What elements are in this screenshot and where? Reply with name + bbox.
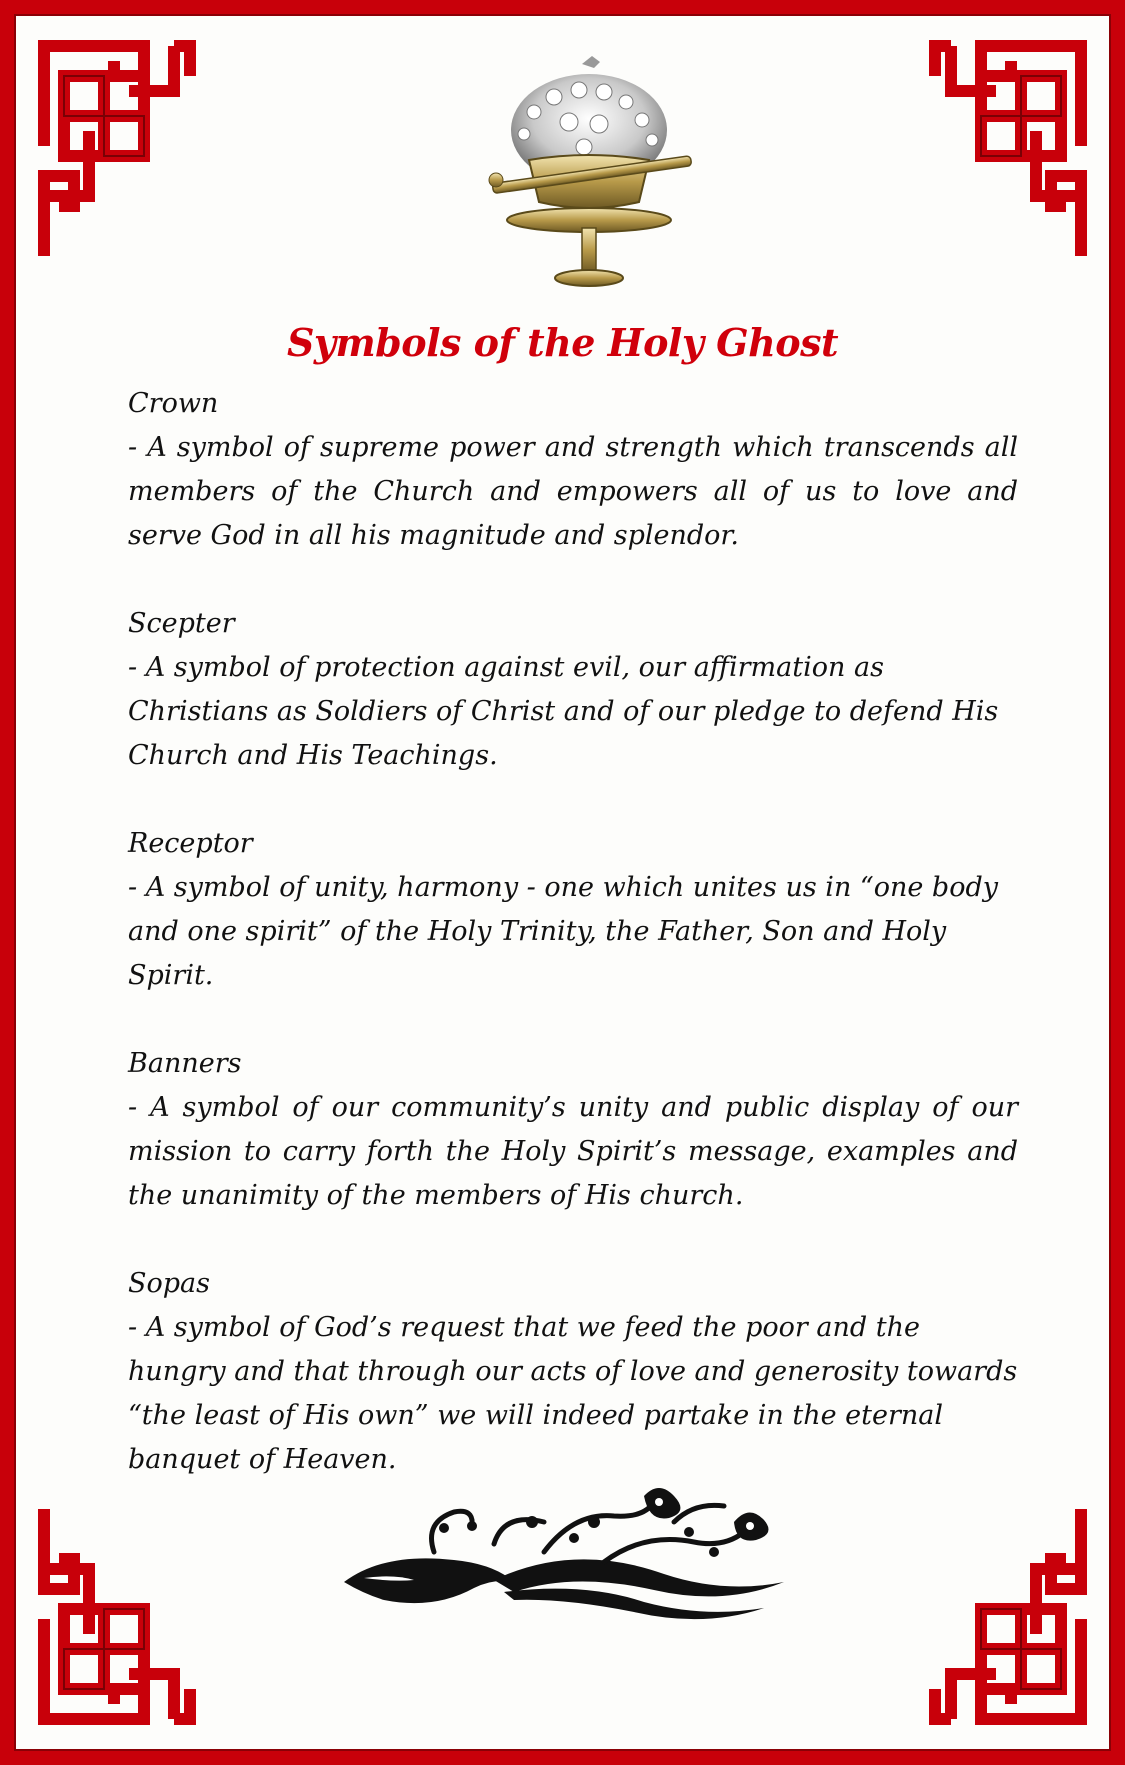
symbols-list [128,382,1018,1526]
section-banners [128,1042,1018,1218]
section-text: - A symbol of God’s request that we feed the poor and the hungry and that through our acts of love and generosity towards “the least of His own” we will indeed partake in the eternal banquet of Heaven. [128,1312,1018,1475]
section-heading: Receptor [128,828,253,859]
section-sopas [128,1262,1018,1482]
section-receptor [128,822,1018,998]
bird-floral-ornament-icon [344,1482,804,1632]
section-scepter [128,602,1018,778]
chinese-knot-corner-icon [34,1499,200,1729]
chinese-knot-corner-icon [925,1499,1091,1729]
section-crown [128,382,1018,558]
section-text: - A symbol of protection against evil, our affirmation as Christians as Soldiers of Christ and of our pledge to defend His Church and His Teachings. [128,652,999,771]
chinese-knot-corner-icon [34,36,200,266]
section-heading: Scepter [128,608,235,639]
page-title: Symbols of the Holy Ghost [286,320,839,365]
chinese-knot-corner-icon [925,36,1091,266]
crown-scepter-icon [474,52,704,300]
section-text: - A symbol of supreme power and strength which transcends all members of the Church and empowers all of us to love and serve God in all his magnitude and splendor. [128,432,1018,551]
section-text: - A symbol of our community’s unity and public display of our mission to carry forth the Holy Spirit’s message, examples and the unanimity of the members of His church. [128,1092,1018,1211]
section-heading: Sopas [128,1268,210,1299]
section-text: - A symbol of unity, harmony - one which unites us in “one body and one spirit” of the Holy Trinity, the Father, Son and Holy Spirit. [128,872,998,991]
section-heading: Crown [128,388,219,419]
section-heading: Banners [128,1048,242,1079]
